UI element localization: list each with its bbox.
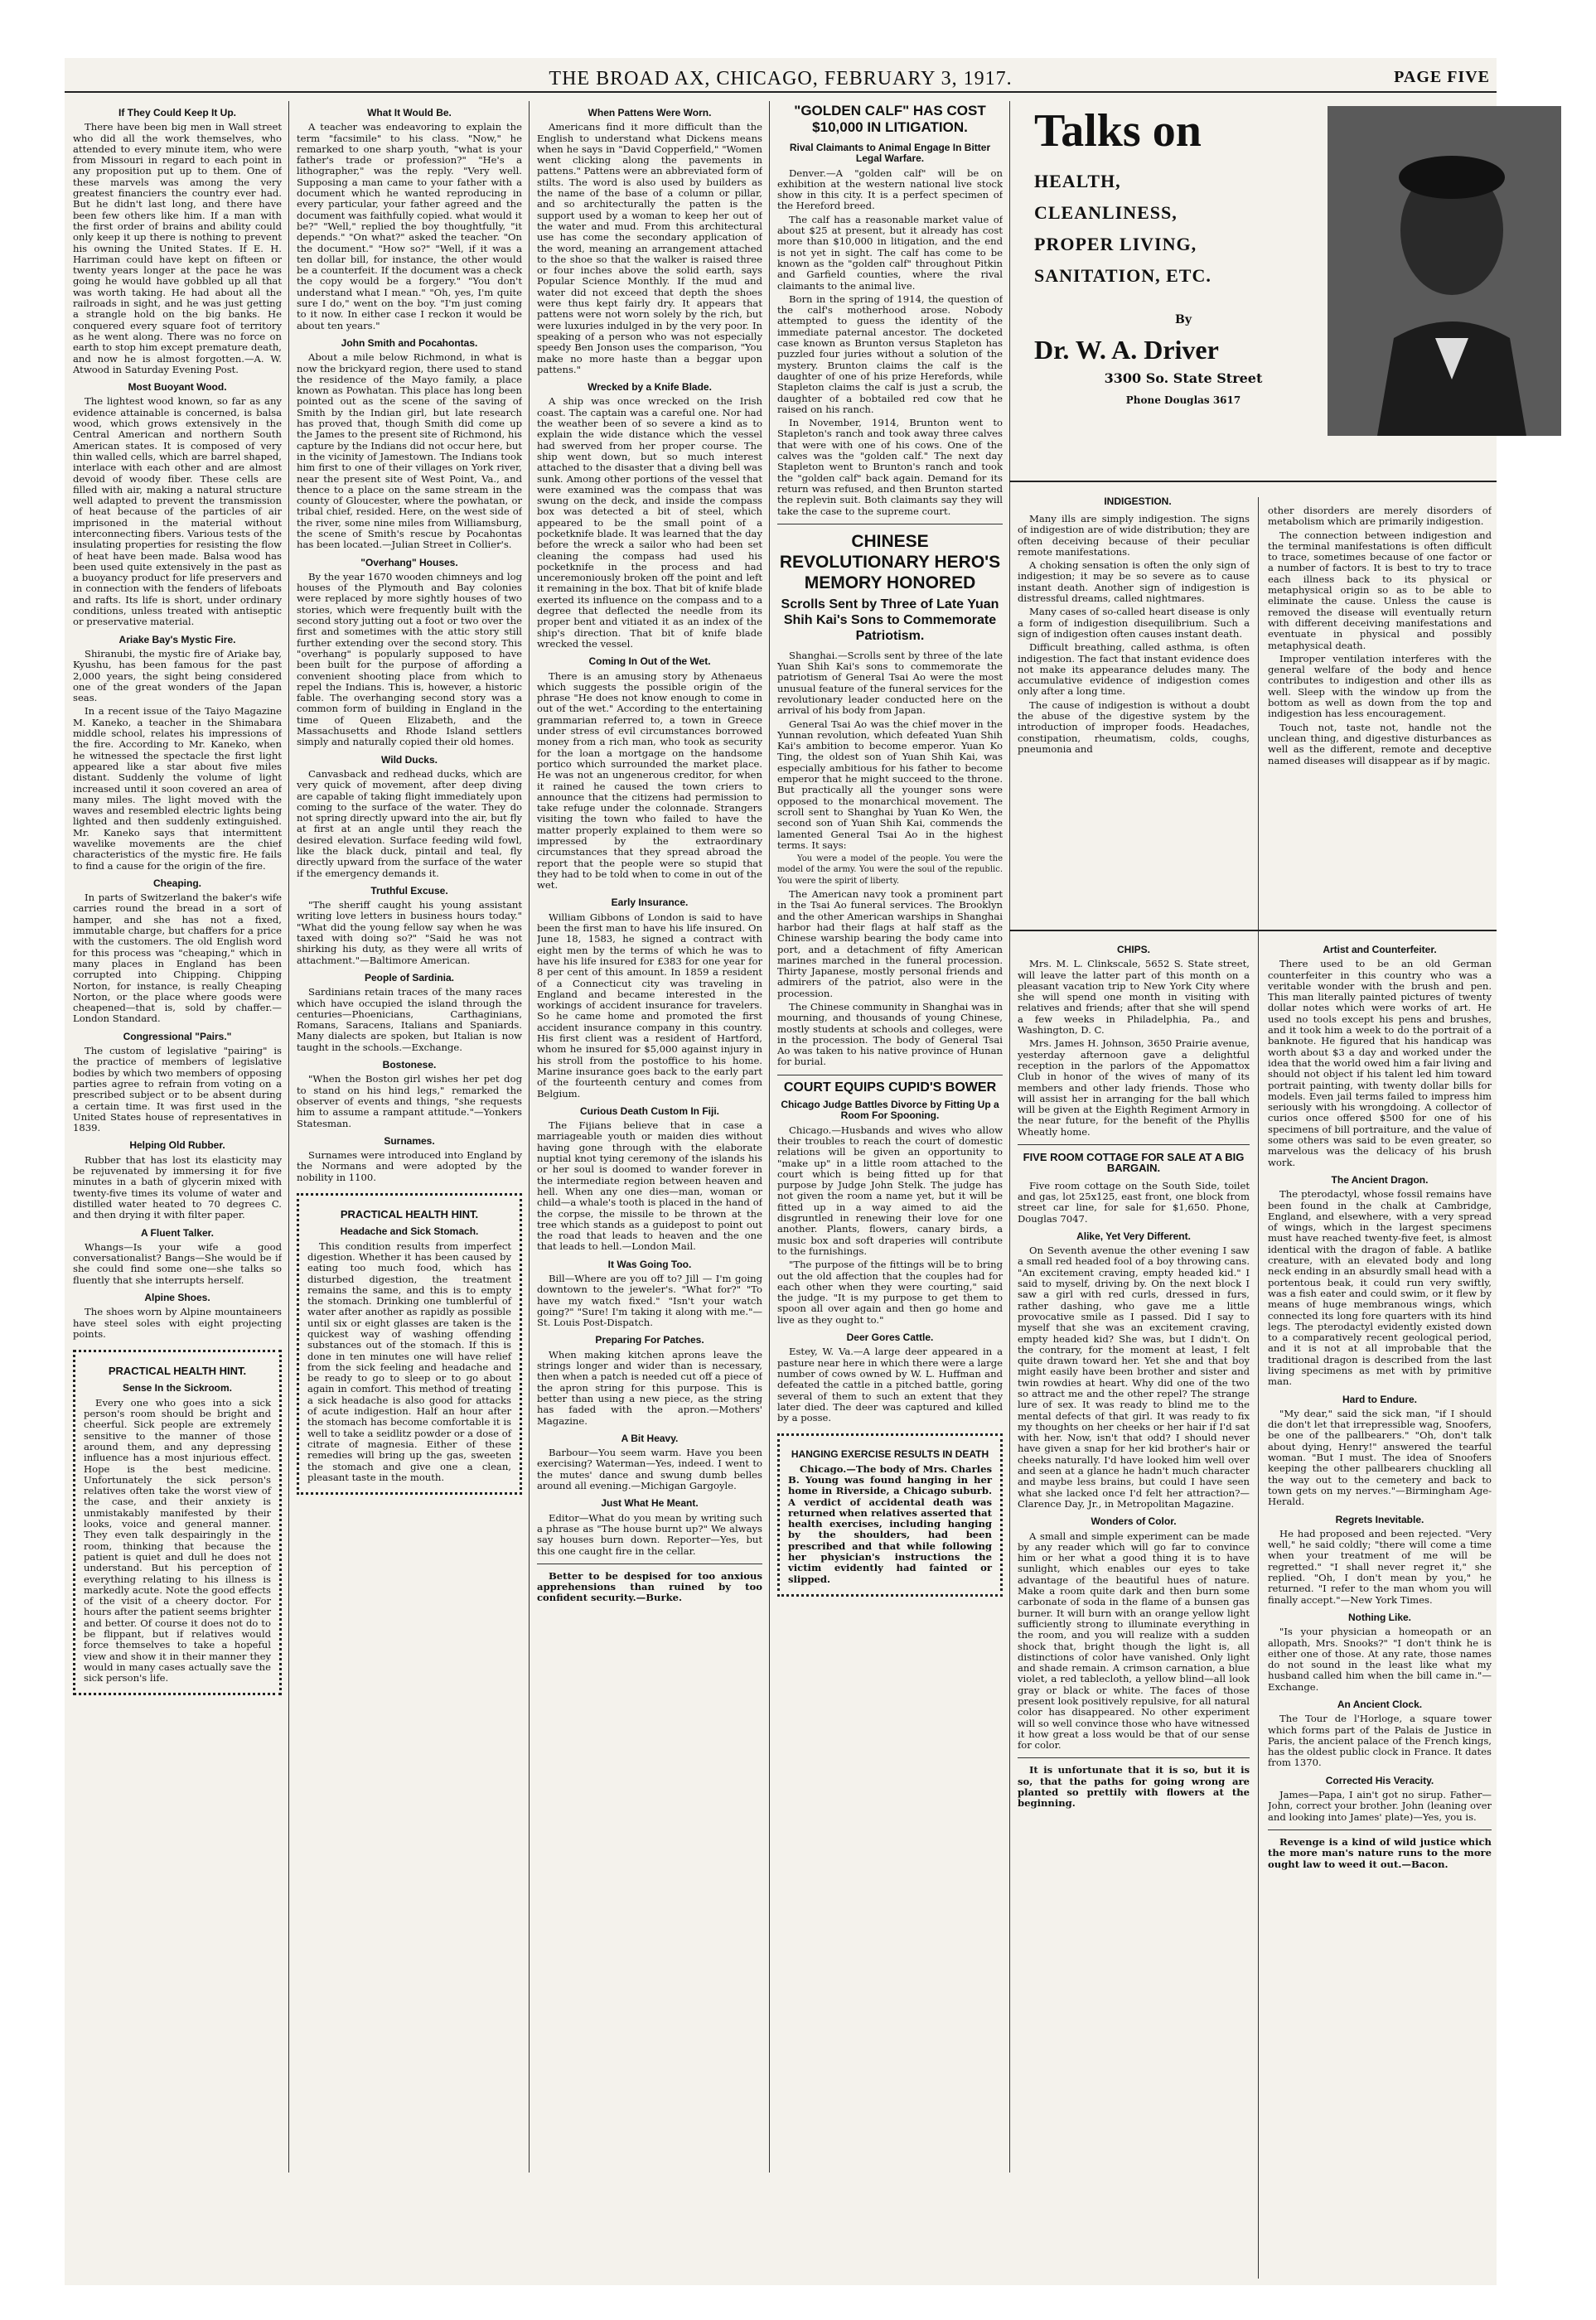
article-headline: "GOLDEN CALF" HAS COST $10,000 IN LITIGATION. — [794, 103, 986, 135]
divider — [1009, 481, 1497, 482]
article-text: Every one who goes into a sick person's room should be bright and cheerful. Sick people are extremely sensitive to the manner of those around them, and any depressing influence has a most injurious effect. Hope is the best medicine. Unfortunately the sick person's relatives often take the worst view of the case, and their anxiety is unmistakably manifested by their looks, voice and general manner. They even talk despairingly in the room, thinking that because the patient is quiet and dull he does not understand. But his perception of everything relating to his illness is markedly acute. Note the good effects of the visit of a cheery doctor. For hours after the patient seems brighter and better. Of course it does not do to be flippant, but if relatives would force themselves to take a hopeful view and show it in their manner they would in many cases actually save the sick person's life. — [84, 1396, 272, 1684]
article-text: William Gibbons of London is said to have been the first man to have his life insured. On June 18, 1583, he signed a contract with eight men by the terms of which he was to have his life insured for £383 for one year for 8 per cent of this amount. In 1859 a resident of a Connecticut city was traveling in England and became interested in the workings of accident insurance for travelers. So he came home and promoted the first accident insurance company in this country. His first client was a resident of Hartford, whom he insured for $5,000 against injury in his stroll from the postoffice to his home. Marine insurance goes back to the early part of the fourteenth century and comes from Belgium. — [537, 911, 762, 1100]
column-7 — [1268, 938, 1492, 2272]
masthead-title: THE BROAD AX, CHICAGO, FEBRUARY 3, 1917. — [549, 68, 1013, 89]
article-text: There used to be an old German counterfeiter in this country who was a veritable wonder with the brush and pen. This man literally painted pictures of twenty dollar notes which were works of art. He used no tools except his pens and brushes, and it took him a week to do the portrait of a banknote. He figured that his handicap was worth about $3 a day and worked under the idea that the world owed him a fair living and should not object if his talent led him toward portrait painting, with twenty dollar bills for models. Even jail terms failed to impress him seriously with his wrongdoing. A collector of curios once offered $500 for one of his specimens of bill portraiture, and the value of some others was said to be even greater, so marvelous was the delicacy of his brush work. — [1268, 958, 1492, 1168]
ad-by: By — [1175, 313, 1192, 326]
article-text: The pterodactyl, whose fossil remains have been found in the chalk at Cambridge, England, and elsewhere, with a very spread of wings, which in the largest specimens must have reached twenty-five feet, is almost identical with the dragon of fable. A batlike creature, with an elevated body and long neck ending in an absurdly small head with a portentous beak, it could run very swiftly, was a fish eater and could swim, or it flew by means of huge membranous wings, which connected its long fore quarters with its hind legs. The pterodactyl evidently existed down to a comparatively recent geological period, and it is not at all improbable that the traditional dragon is described from the last living specimens as met with by primitive man. — [1268, 1188, 1492, 1388]
indigestion-column-a — [1018, 514, 1250, 920]
doctor-portrait-image — [1328, 106, 1561, 436]
article-text: In November, 1914, Brunton went to Stapleton's ranch and took away three calves that were with one of his cows. One of the calves was the "golden calf." The next day Stapleton went to Brunton's ranch and took the "golden calf" back again. Demand for its return was refused, and then Brunton started the replevin suit. Both claimants say they will take the case to the supreme court. — [777, 417, 1003, 517]
article-text: Sardinians retain traces of the many races which have occupied the island through the centuries—Phoenicians, Carthaginians, Romans, Saracens, Italians and Spaniards. Many dialects are spoken, but Italian is now taught in the schools.—Exchange. — [297, 986, 522, 1053]
article-heading: Just What He Meant. — [601, 1497, 699, 1510]
article-heading: John Smith and Pocahontas. — [341, 336, 478, 349]
article-heading: When Pattens Were Worn. — [588, 107, 712, 118]
article-text: A ship was once wrecked on the Irish coast. The captain was a careful one. Nor had the weather been of so severe a kind as to explain the wide distance which the vessel had swerved from her proper course. The ship went down, but so much interest attached to the disaster that a diving bell was sunk. Among other portions of the vessel that were examined was the compass that was swung on the deck, and inside the compass box was detected a bit of steel, which appeared to be the small point of a pocketknife blade. It was learned that the day before the wreck a sailor who had been set cleaning the compass had used his pocketknife in the process and had unceremoniously broken off the point and left it remaining in the box. That bit of knife blade exerted its influence on the compass and to a degree that deflected the needle from its proper bent and vitiated it as an index of the ship's direction. That bit of knife blade wrecked the vessel. — [537, 395, 762, 650]
column-1 — [73, 101, 282, 2272]
article-text: Touch not, taste not, handle not the unclean thing, and digestive disturbances as well as the different, remote and deceptive named diseases will disappear as if by magic. — [1268, 721, 1492, 766]
article-heading: Headache and Sick Stomach. — [340, 1225, 479, 1238]
article-text: About a mile below Richmond, in what is now the brickyard region, there used to stand the residence of the Mayo family, a place known as Powhatan. This place has long been pointed out as the scene of the saving of Smith by the Indian girl, but late research has proved that, though Smith did come up the James to the present site of Richmond, his capture by the Indians did not occur here, but in the vicinity of Jamestown. The Indians took him first to one of their villages on York river, near the present site of West Point, Va., and thence to a place on the same stream in the county of Gloucester, where the powhatan, or tribal chief, resided. Here, on the west side of the river, some nine miles from Williamsburg, the scene of Smith's rescue by Pocahontas has been located.—Julian Street in Collier's. — [297, 351, 522, 551]
article-text: Whangs—Is your wife a good conversationalist? Bangs—She would be if she could find some one—she talks so fluently that she interrupts herself. — [73, 1240, 282, 1286]
divider — [1009, 930, 1497, 931]
column-rule — [529, 101, 530, 2173]
article-text: The connection between indigestion and the terminal manifestations is often difficult to trace, sometimes because of one factor or a number of factors. It is best to try to trace each illness back to its physical or metaphysical origin so as to be able to eliminate the cause. Unless the cause is removed the disease will eventually return with different deceiving manifestations and eventuate in physical and possibly metaphysical death. — [1268, 529, 1492, 651]
article-text: The Tour de l'Horloge, a square tower which forms part of the Palais de Justice in Paris, the ancient palace of the French kings, has the oldest public clock in France. It dates from 1370. — [1268, 1713, 1492, 1769]
article-heading: Cheaping. — [152, 877, 201, 889]
divider — [1018, 1757, 1250, 1758]
article-text: A teacher was endeavoring to explain the term "facsimile" to his class. "Now," he remarked to one sharp youth, "what is your father's trade or profession?" "He's a lithographer," was the reply. "Very well. Supposing a man came to your father with a document which he wanted reproducing in every particular, your father agreed and the document was faithfully copied. what would it be?" "Well," replied the boy thoughtfully, "it depends." "On what?" asked the teacher. "On the document." "How so?" "Well, if it was a ten dollar bill, for instance, the other would be a counterfeit. If the document was a check the copy would be a forgery." "You don't understand what I mean." "Oh, yes, I'm quite sure I do," went on the boy. "I'm just coming to it now. In either case I reckon it would be about ten years." — [297, 121, 522, 331]
article-text: In parts of Switzerland the baker's wife carries round the bread in a sort of hamper, and she has not a fixed, immutable charge, but chaffers for a price with the customers. The old English word for this process was "cheaping," which in many places in England has been corrupted into Chipping. Chipping Norton, for instance, is really Cheaping Norton, or the place where goods were cheapened—that is, sold by chaffer.—London Standard. — [73, 892, 282, 1025]
article-text: Five room cottage on the South Side, toilet and gas, lot 25x125, east front, one block from street car line, for sale for $1,650. Phone, Douglas 7047. — [1018, 1179, 1250, 1225]
column-3 — [537, 101, 762, 2272]
scroll-quote: You were a model of the people. You were the model of the army. You were the soul of the republic. You were the spirit of liberty. — [777, 854, 1003, 886]
article-text: The shoes worn by Alpine mountaineers have steel soles with eight projecting points. — [73, 1306, 282, 1340]
article-heading: "Overhang" Houses. — [360, 556, 458, 568]
ad-title: Talks on — [1034, 105, 1202, 157]
article-heading: Preparing For Patches. — [595, 1334, 704, 1346]
article-text: Many ills are simply indigestion. The signs of indigestion are of wide distribution; they are often deceiving because of their peculiar remote manifestations. — [1018, 514, 1250, 558]
article-text: This condition results from imperfect digestion. Whether it has been caused by eating too much food, which has disturbed digestion, the treatment remains the same, and this is to empty the stomach. Drinking one tumblerful of water after another as rapidly as possible until six or eight glasses are taken is the quickest way of washing offending substances out of the stomach. If this is done in ten minutes one will have relief from the sick feeling and headache and be ready to go to sleep or to go about again in comfort. This method of treating a sick headache is also good for attacks of acute indigestion. Half an hour after the stomach has become comfortable it is well to take a seidlitz powder or a dose of citrate of magnesia. Either of these remedies will bring up the gas, sweeten the stomach and give one a clean, pleasant taste in the mouth. — [307, 1240, 511, 1483]
article-text: The calf has a reasonable market value of about $25 at present, but it already has cost more than $10,000 in litigation, and the end is not yet in sight. The calf has come to be known as the "golden calf" throughout Pitkin and Garfield counties, where the rival claimants to the animal live. — [777, 213, 1003, 292]
article-text: Difficult breathing, called asthma, is often indigestion. The fact that instant evidence does not make its appearance deludes many. The accumulative evidence of indigestion comes only after a long time. — [1018, 641, 1250, 698]
quote-text: Revenge is a kind of wild justice which the more man's nature runs to the more ought law to weed it out.—Bacon. — [1268, 1835, 1492, 1870]
article-text: Many cases of so-called heart disease is only a form of indigestion disequilibrium. Such a sign of indigestion often causes instant death. — [1018, 606, 1250, 640]
article-text: other disorders are merely disorders of metabolism which are primarily indigestion. — [1268, 505, 1492, 528]
column-2 — [297, 101, 522, 2272]
article-text: Canvasback and redhead ducks, which are very quick of movement, after deep diving are capable of taking flight immediately upon coming to the surface of the water. They do not spring directly upward into the air, but fly at first at an angle until they reach the desired elevation. Surface feeding wild fowl, like the black duck, pintail and teal, fly directly upward from the surface of the water if the emergency demands it. — [297, 767, 522, 879]
article-heading: Curious Death Custom In Fiji. — [579, 1104, 719, 1117]
page-number: PAGE FIVE — [1394, 68, 1490, 86]
article-heading: Bostonese. — [382, 1059, 437, 1071]
ad-phone: Phone Douglas 3617 — [1125, 394, 1241, 406]
article-text: The Fijians believe that in case a marriageable youth or maiden dies without having gone through with the elaborate nuptial knot tying ceremony of the islands his or her soul is doomed to wander forever in the intermediate region between heaven and hell. When any one dies—man, woman or child—a whale's tooth is placed in the hand of the corpse, the missile to be thrown at the tree which stands as a guidepost to point out the road that leads to heaven and the one that leads to hell.—London Mail. — [537, 1119, 762, 1253]
article-heading: A Bit Heavy. — [621, 1432, 679, 1444]
article-text: He had proposed and been rejected. "Very well," he said coldly; "there will come a time when your treatment of me will be regretted." "I shall never regret it," she replied. "Oh, I don't mean by you," he returned. "I refer to the man whom you will finally accept."—New York Times. — [1268, 1527, 1492, 1606]
article-heading: Ariake Bay's Mystic Fire. — [118, 633, 236, 645]
article-heading: Alpine Shoes. — [144, 1291, 210, 1303]
quote-text: It is unfortunate that it is so, but it is so, that the paths for going wrong are planted so prettily with flowers at the beginning. — [1018, 1764, 1250, 1810]
article-text: A small and simple experiment can be made by any reader which will go far to convince him or her what a good thing it is to have sunlight, which enables our eyes to take advantage of the beautiful hues of nature. Make a room quite dark and then burn some carbonate of soda in the flame of a bunsen gas burner. It will burn with an orange yellow light sufficiently strong to illuminate everything in the room, and you will realize with a sudden shock that, bright though the light is, all distinctions of color have vanished. Only light and shade remain. A crimson carnation, a blue violet, a red tablecloth, a yellow blind—all look gray or black or white. The faces of those present look positively repulsive, for all natural color has disappeared. No other experiment will so well convince those who have witnessed it how great a loss would be that of our sense for color. — [1018, 1530, 1250, 1752]
article-text: "Is your physician a homeopath or an allopath, Mrs. Snooks?" "I don't think he is either one of those. At any rate, those names do not sound in the least like what my husband called him when the bill came in."—Exchange. — [1268, 1626, 1492, 1693]
health-hint-title: PRACTICAL HEALTH HINT. — [340, 1208, 479, 1221]
ad-topic: CLEANLINESS, — [1034, 202, 1178, 223]
ad-topic: HEALTH, — [1034, 171, 1121, 191]
article-text: A choking sensation is often the only sign of indigestion; it may be so severe as to cause instant death. Another sign of indigestion is distressful dreams, called nightmares. — [1018, 559, 1250, 605]
article-headline: HANGING EXERCISE RESULTS IN DEATH — [791, 1448, 989, 1461]
divider — [1018, 1144, 1250, 1145]
ad-address: 3300 So. State Street — [1104, 370, 1263, 386]
article-text: The custom of legislative "pairing" is the practice of members of legislative bodies by which two members of opposing parties agree to refrain from voting on a prescribed subject or to be absent during a certain time. It was first used in the United States house of representatives in 1839. — [73, 1045, 282, 1134]
article-heading: Congressional "Pairs." — [123, 1030, 232, 1042]
article-text: The lightest wood known, so far as any evidence attainable is concerned, is balsa wood, which grows extensively in the Central American and northern South American states. It is composed of very thin walled cells, which are barrel shaped, interlace with each other and are almost devoid of woody fiber. These cells are filled with air, making a natural structure well adapted to prevent the transmission of heat because of the particles of air imprisoned in the material without interconnecting fibers. Various tests of the insulating properties for resisting the flow of heat have been made. Balsa wood has been used quite extensively in the past as a buoyancy product for life preservers and in connection with the fenders of lifeboats and rafts. Its life is short, under ordinary conditions, unless treated with antiseptic or preservative material. — [73, 395, 282, 628]
article-text: Improper ventilation interferes with the general welfare of the body and hence contributes to indigestion and other ills as well. Sleep with the window up from the bottom as well as down from the top and indigestion has less encouragement. — [1268, 652, 1492, 720]
article-text: Mrs. James H. Johnson, 3650 Prairie avenue, yesterday afternoon gave a delightful reception in the parlors of the Appomattox Club in honor of the wives of many of its members and other lady friends. Those who will assist her in arranging for the ball which will be given at the Eighth Regiment Armory in the near future, for the benefit of the Phyllis Wheatly home. — [1018, 1037, 1250, 1138]
article-text: The cause of indigestion is without a doubt the abuse of the digestive system by the introduction of improper foods. Headaches, constipation, rheumatism, colds, coughs, pneumonia and — [1018, 698, 1250, 755]
article-heading: What It Would Be. — [367, 107, 452, 118]
article-text: There have been big men in Wall street who did all the work themselves, who attended to every minute item, who were from Missouri in regard to each point in any proposition put up to them. One of these marvels was among the very greatest financiers the country ever had. But he didn't last long, and there have been few others like him. If a man with the first order of brains and ability could only keep it up there is nothing to prevent his owning the United States. If E. H. Harriman could have kept on fifteen or twenty years longer at the pace he was going he would have gobbled up all that was worth taking. He had about all the railroads in sight, and he was just getting a strangle hold on the big banks. He conquered every square foot of territory as he went along. There was no force on earth to stop him except premature death, and now he is almost forgotten.—A. W. Atwood in Saturday Evening Post. — [73, 121, 282, 375]
article-heading: Hard to Endure. — [1342, 1393, 1417, 1405]
indigestion-column-b — [1268, 505, 1492, 920]
health-hint-title: PRACTICAL HEALTH HINT. — [108, 1365, 247, 1378]
health-hint-box — [297, 1193, 522, 1495]
article-headline: CHINESE REVOLUTIONARY HERO'S MEMORY HONORED — [779, 531, 1001, 592]
article-text: Bill—Where are you off to? Jill — I'm going downtown to the jeweler's. "What for?" "To have my watch fixed." "Isn't your watch going?" "Sure! I'm taking it along with me."—St. Louis Post-Dispatch. — [537, 1272, 762, 1329]
article-text: Surnames were introduced into England by the Normans and were adopted by the nobility in 1100. — [297, 1149, 522, 1183]
article-heading: Artist and Counterfeiter. — [1323, 944, 1437, 955]
quote-text: Better to be despised for too anxious apprehensions than ruined by too confident security.—Burke. — [537, 1569, 762, 1604]
column-rule — [1258, 497, 1259, 2279]
article-text: "The sheriff caught his young assistant writing love letters in business hours today." "What did the young fellow say when he was taxed with doing so?" "Said he was not shirking his duty, as they were all writs of attachment."—Baltimore American. — [297, 899, 522, 966]
ad-topic: PROPER LIVING, — [1034, 234, 1197, 254]
article-text: "My dear," said the sick man, "if I should die don't let that irrepressible wag, Snoofers, be one of the pallbearers." "Oh, don't talk about dying, Henry!" answered the tearful woman. "But I must. The idea of Snoofers keeping the other pallbearers chuckling all the way out to the cemetery and back to town gets on my nerves."—Birmingham Age-Herald. — [1268, 1407, 1492, 1508]
article-text: There is an amusing story by Athenaeus which suggests the possible origin of the phrase "He does not know enough to come in out of the wet." According to the entertaining grammarian referred to, a town in Greece under stress of evil circumstances borrowed money from a rich man, who took as security for the loan a mortgage on the handsome portico which surrounded the market place. He was not an ungenerous creditor, for when it rained he caused the town criers to announce that the citizens had permission to take refuge under the colonnade. Strangers visiting the town who failed to have the matter properly explained to them were so impressed by the extraordinary circumstances that they spread abroad the report that the people were so stupid that they had to be told when to come in out of the wet. — [537, 669, 762, 892]
article-text: Shiranubi, the mystic fire of Ariake bay, Kyushu, has been famous for the past 2,000 years, the sight being considered one of the great wonders of the Japan seas. — [73, 647, 282, 704]
column-rule — [1009, 101, 1010, 2173]
article-heading: INDIGESTION. — [1104, 495, 1172, 507]
divider — [1268, 1829, 1492, 1830]
article-heading: The Ancient Dragon. — [1331, 1173, 1429, 1186]
article-headline: COURT EQUIPS CUPID'S BOWER — [783, 1080, 997, 1095]
article-text: "When the Boston girl wishes her pet dog to stand on his hind legs," remarked the observer of events and things, "she requests him to assume a rampant attitude."—Yonkers Statesman. — [297, 1073, 522, 1129]
article-text: When making kitchen aprons leave the strings longer and wider than is necessary, then when a patch is needed cut off a piece of the apron string for this purpose. This is better than using a new piece, as the string has faded with the apron.—Mothers' Magazine. — [537, 1348, 762, 1427]
article-heading: People of Sardinia. — [364, 971, 455, 984]
article-heading: Corrected His Veracity. — [1325, 1774, 1434, 1786]
article-text: Mrs. M. L. Clinkscale, 5652 S. State street, will leave the latter part of this month on a pleasant vacation trip to New York City where she will spend one month in visiting with relatives and friends; after that she will spend a few weeks in Philadelphia, Pa., and Washington, D. C. — [1018, 958, 1250, 1037]
article-text: Born in the spring of 1914, the question of the calf's motherhood arose. Nobody attempted to guess the identity of the immediate paternal ancestor. The docketed case known as Brunton versus Stapleton has puzzled four juries without a solution of the mystery. Brunton claims the calf is the daughter of one of his prize Herefords, while Stapleton claims the calf is just a scrub, the daughter of a bobtailed red cow that he raised on his ranch. — [777, 292, 1003, 415]
column-rule — [769, 101, 770, 2173]
article-heading: Deer Gores Cattle. — [846, 1332, 934, 1344]
article-heading: A Fluent Talker. — [140, 1226, 215, 1239]
column-4 — [777, 101, 1003, 2272]
article-headline: FIVE ROOM COTTAGE FOR SALE AT A BIG BARGAIN. — [1023, 1151, 1245, 1175]
column-rule — [288, 101, 289, 2173]
article-text: James—Papa, I ain't got no sirup. Father—John, correct your brother. John (leaning over and looking into James' plate)—Yes, you is. — [1268, 1789, 1492, 1823]
article-text: The American navy took a prominent part in the Tsai Ao funeral services. The Brooklyn and the other American warships in Shanghai harbor had their flags at half staff as the Chinese warship bearing the body came into port, and a detachment of fifty American marines marched in the funeral procession. Thirty Japanese, mostly personal friends and admirers of the patriot, also were in the procession. — [777, 888, 1003, 999]
article-text: "The purpose of the fittings will be to bring out the old affection that the couples had for each other when they were courting," said the judge. "It is my purpose to get them to spoon all over again and then go home and live as they ought to." — [777, 1259, 1003, 1326]
article-heading: Alike, Yet Very Different. — [1076, 1230, 1191, 1242]
article-heading: Wonders of Color. — [1091, 1515, 1177, 1528]
ad-topic: SANITATION, ETC. — [1034, 265, 1212, 286]
article-heading: An Ancient Clock. — [1337, 1699, 1423, 1710]
article-text: Chicago.—Husbands and wives who allow their troubles to reach the court of domestic relations will be given an opportunity to "make up" in a little room attached to the court which is being fitted up for that purpose by Judge John Stelk. The judge has not given the room a name yet, but it will be fitted up in a way aimed to aid the disgruntled in renewing their love for one another. Plants, flowers, canary birds, a music box and soft draperies will contribute to the furnishings. — [777, 1124, 1003, 1257]
article-text: By the year 1670 wooden chimneys and log houses of the Plymouth and Bay colonies were replaced by more sightly houses of two stories, which were frequently built with the second story jutting out a foot or two over the first and sometimes with the attic story still further extending over the second story. This "overhang" is popularly supposed to have been built for the purpose of affording a convenient shooting place from which to repel the Indians. This is, however, a historic fable. The overhanging second story was a common form of building in England in the time of Queen Elizabeth, and the Massachusetts and Rhode Island settlers simply and naturally copied their old homes. — [297, 570, 522, 748]
article-heading: It Was Going Too. — [607, 1258, 692, 1270]
article-heading: CHIPS. — [1116, 944, 1150, 955]
health-hint-box — [73, 1350, 282, 1695]
article-text: Editor—What do you mean by writing such a phrase as "The house burnt up?" We always say houses burn down. Reporter—Yes, but this one caught fire in the cellar. — [537, 1511, 762, 1557]
column-6 — [1018, 938, 1250, 2272]
article-heading: Regrets Inevitable. — [1335, 1513, 1424, 1525]
ad-doctor-name: Dr. W. A. Driver — [1034, 335, 1219, 365]
article-heading: Helping Old Rubber. — [129, 1139, 225, 1152]
article-text: Estey, W. Va.—A large deer appeared in a pasture near here in which there were a large number of cows owned by W. L. Huffman and defeated the cattle in a pitched battle, goring several of them to such an extent that they later died. The deer was captured and killed by a posse. — [777, 1346, 1003, 1424]
article-text: Rubber that has lost its elasticity may be rejuvenated by immersing it for five minutes in a bath of glycerin mixed with twenty-five times its volume of water and distilled water heated to 70 degrees C. and then drying it with filter paper. — [73, 1153, 282, 1221]
article-heading: Most Buoyant Wood. — [128, 381, 227, 394]
article-text: Chicago.—The body of Mrs. Charles B. Young was found hanging in her home in Riverside, a Chicago suburb. A verdict of accidental death was returned when relatives asserted that health exercises, including hanging by the shoulders, had been prescribed and that while following her physician's instructions the victim evidently had fainted or slipped. — [788, 1462, 992, 1585]
article-heading: Surnames. — [384, 1134, 435, 1147]
article-heading: Sense In the Sickroom. — [122, 1382, 233, 1394]
article-heading: If They Could Keep It Up. — [118, 107, 236, 118]
article-text: Shanghai.—Scrolls sent by three of the late Yuan Shih Kai's sons to commemorate the patriotism of General Tsai Ao were the most unusual feature of the funeral services for the revolutionary leader conducted here on the arrival of his body from Japan. — [777, 649, 1003, 717]
article-heading: Coming In Out of the Wet. — [588, 655, 711, 668]
talks-on-health-ad — [1034, 106, 1332, 471]
article-heading: Wrecked by a Knife Blade. — [588, 381, 712, 394]
article-heading: Truthful Excuse. — [370, 884, 448, 897]
article-subheading: Rival Claimants to Animal Engage In Bitter Legal Warfare. — [789, 142, 991, 165]
article-subheading: Scrolls Sent by Three of Late Yuan Shih Kai's Sons to Commemorate Patriotism. — [781, 597, 999, 643]
article-heading: Nothing Like. — [1348, 1611, 1411, 1623]
article-heading: Wild Ducks. — [381, 753, 438, 766]
masthead — [65, 66, 1497, 93]
article-text: In a recent issue of the Taiyo Magazine M. Kaneko, a teacher in the Shimabara middle school, relates his impressions of the fire. According to Mr. Kaneko, when he witnessed the spectacle the first light appeared like a star about five miles distant. Suddenly the volume of light increased until it soon covered an area of many miles. The light moved with the waves and resembled electric lights being lighted and then suddenly extinguished. Mr. Kaneko says that intermittent wavelike movements are the chief characteristics of the mystic fire. He fails to find a cause for the origin of the fire. — [73, 705, 282, 872]
article-text: The Chinese community in Shanghai was in mourning, and thousands of young Chinese, mostly students at schools and colleges, were in the procession. The body of General Tsai Ao was taken to his native province of Hunan for burial. — [777, 1001, 1003, 1068]
article-text: Denver.—A "golden calf" will be on exhibition at the western national live stock show in this city. It is a perfect specimen of the Hereford breed. — [777, 167, 1003, 212]
newspaper-page — [65, 58, 1497, 2285]
article-text: Americans find it more difficult than the English to understand what Dickens means when he says in "David Copperfield," "Women went clicking along the pavements in pattens." Pattens were an abbreviated form of stilts. The word is also used by builders as the name of the base of a column or pillar, and so architecturally the patten is the support used by a woman to keep her out of the water and mud. From this architectural use has come the secondary application of the word, meaning an arrangement attached to the shoe so that the walker is raised three or four inches above the solid earth, says Popular Science Monthly. If the mud and water did not exceed that depth the shoes were thus kept fairly dry. It appears that pattens were not worn solely by the rich, but were luxuries indulged in by the very poor. In speaking of a person who was not especially speedy Ben Jonson uses the comparison, "You make no more haste than a beggar upon pattens." — [537, 121, 762, 375]
article-subheading: Chicago Judge Battles Divorce by Fitting Up a Room For Spooning. — [781, 1099, 999, 1122]
article-heading: Early Insurance. — [611, 897, 689, 909]
article-text: On Seventh avenue the other evening I saw a small red headed fool of a boy throwing cans. "An excitement craving, empty headed kid." I said to myself, driving by. On the next block I saw a girl with red curls, dressed in furs, rather dashing, who gave me a little provocative smile as I passed. Did I say to myself that she was an excitement craving, empty headed kid? She was, but I didn't. On the contrary, for the moment at least, I felt quite drawn toward her. Yet she and that boy might easily have been brother and sister and twin rowdies at heart. Why did one of the two so attract me and the other repel? The strange lure of sex. It was ready to blind me to the mental defects of that girl. It was ready to fix my thoughts on her cheeks or her hair if I'd sat with her. Now, isn't that odd? I should never have given a snap for her kid brother's hair or cheeks naturally. I'd have looked him well over and seen at a glance he hadn't much character and maybe less brains, but could I have seen what she lacked once I'd felt her attraction?—Clarence Day, Jr., in Metropolitan Magazine. — [1018, 1245, 1250, 1510]
hanging-exercise-box — [777, 1433, 1003, 1597]
article-text: General Tsai Ao was the chief mover in the Yunnan revolution, which defeated Yuan Shih Kai's ambition to become emperor. Yuan Ko Ting, the oldest son of Yuan Shih Kai, was especially ambitious for his father to become emperor that he might succeed to the throne. But practically all the younger sons were opposed to the monarchical movement. The scroll sent to Shanghai by Yuan Ko Wen, the second son of Yuan Shih Kai, commends the lamented General Tsai Ao in the highest terms. It says: — [777, 718, 1003, 851]
article-text: Barbour—You seem warm. Have you been exercising? Waterman—Yes, indeed. I went to the mutes' dance and swung dumb belles around all evening.—Michigan Gargoyle. — [537, 1447, 762, 1492]
